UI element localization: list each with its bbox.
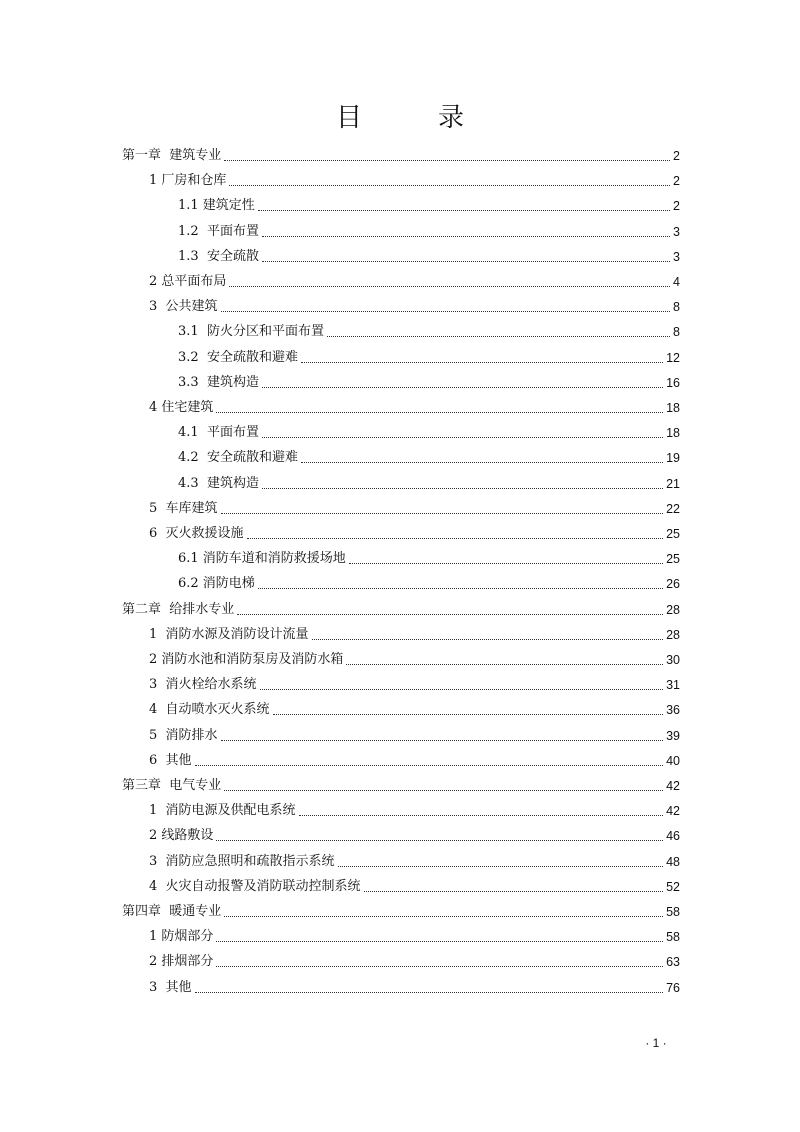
toc-entry-page: 39: [666, 728, 680, 743]
toc-entry-label: 5 车库建筑: [149, 500, 218, 516]
dot-leader: [349, 562, 663, 564]
dot-leader: [237, 613, 663, 615]
toc-entry[interactable]: [178, 216, 680, 240]
dot-leader: [258, 209, 670, 211]
dot-leader: [364, 890, 664, 892]
toc-entry-label: 3 消防应急照明和疏散指示系统: [149, 853, 335, 869]
dot-leader: [216, 411, 663, 413]
toc-entry-label: 3 其他: [149, 979, 192, 995]
toc-entry[interactable]: [178, 468, 680, 492]
toc-entry-label: 1.2 平面布置: [178, 223, 259, 239]
toc-entry-page: 3: [673, 249, 680, 264]
toc-entry-page: 58: [666, 930, 680, 945]
toc-entry-label: 4.2 安全疏散和避难: [178, 450, 298, 466]
toc-entry[interactable]: [178, 442, 680, 466]
toc-entry-label: 1 厂房和仓库: [149, 173, 227, 189]
toc-entry[interactable]: [149, 946, 680, 970]
toc-entry-page: 19: [666, 451, 680, 466]
dot-leader: [216, 965, 663, 967]
toc-entry-label: 2 排烟部分: [149, 954, 214, 970]
toc-entry-label: 第四章 暖通专业: [122, 904, 222, 919]
dot-leader: [224, 789, 663, 791]
toc-entry[interactable]: [149, 644, 680, 668]
toc-entry-page: 25: [666, 527, 680, 541]
dot-leader: [262, 260, 670, 262]
toc-entry-label: 第三章 电气专业: [122, 778, 222, 793]
toc-entry-page: 30: [666, 653, 680, 667]
toc-entry-page: 4: [673, 275, 680, 289]
dot-leader: [299, 814, 664, 816]
toc-entry-label: 3 公共建筑: [149, 299, 218, 315]
toc-entry-page: 8: [673, 300, 680, 315]
toc-entry-label: 4 住宅建筑: [149, 400, 214, 415]
toc-entry-label: 1 消防水源及消防设计流量: [149, 626, 309, 642]
dot-leader: [224, 915, 663, 917]
toc-entry[interactable]: [178, 190, 680, 214]
toc-entry-page: 3: [673, 224, 680, 239]
dot-leader: [195, 991, 664, 993]
dot-leader: [262, 235, 670, 237]
toc-entry-page: 26: [666, 577, 680, 592]
toc-entry[interactable]: [149, 921, 680, 945]
toc-entry-page: 16: [666, 375, 680, 390]
toc-entry-page: 63: [666, 955, 680, 970]
toc-entry-label: 1.3 安全疏散: [178, 248, 259, 264]
toc-entry[interactable]: [149, 846, 680, 870]
toc-entry[interactable]: [149, 619, 680, 643]
dot-leader: [312, 638, 664, 640]
dot-leader: [229, 184, 670, 186]
toc-entry[interactable]: [149, 493, 680, 517]
toc-entry-label: 1 消防电源及供配电系统: [149, 803, 296, 819]
toc-entry-label: 第一章 建筑专业: [122, 148, 222, 163]
toc-entry-page: 21: [666, 476, 680, 491]
toc-entry-label: 6 其他: [149, 752, 192, 768]
toc-entry-label: 6 灭火救援设施: [149, 526, 244, 541]
toc-entry-page: 36: [666, 703, 680, 718]
toc-entry[interactable]: [149, 266, 680, 290]
dot-leader: [273, 713, 664, 715]
dot-leader: [258, 587, 663, 589]
toc-entry-label: 3.3 建筑构造: [178, 374, 259, 390]
dot-leader: [195, 764, 664, 766]
toc-entry-label: 3 消火栓给水系统: [149, 677, 257, 693]
toc-entry[interactable]: [178, 568, 680, 592]
toc-entry-page: 42: [666, 779, 680, 793]
dot-leader: [346, 663, 663, 665]
toc-entry[interactable]: [149, 165, 680, 189]
toc-entry-page: 40: [666, 753, 680, 768]
toc-entry[interactable]: [178, 342, 680, 366]
page-number: · 1 ·: [645, 1036, 667, 1050]
toc-entry[interactable]: [149, 820, 680, 844]
toc-entry-page: 25: [666, 552, 680, 567]
toc-entry-label: 4 火灾自动报警及消防联动控制系统: [149, 878, 361, 894]
toc-entry-label: 4 自动喷水灭火系统: [149, 702, 270, 718]
toc-entry[interactable]: [122, 896, 680, 920]
toc-entry-page: 52: [666, 879, 680, 894]
toc-entry-page: 46: [666, 829, 680, 844]
dot-leader: [216, 940, 663, 942]
toc-entry-label: 1.1 建筑定性: [178, 198, 255, 214]
toc-entry[interactable]: [149, 518, 680, 542]
dot-leader: [221, 512, 664, 514]
toc-entry-page: 28: [666, 627, 680, 642]
toc-entry-label: 2 总平面布局: [149, 274, 227, 289]
dot-leader: [262, 436, 663, 438]
toc-entry-page: 48: [666, 854, 680, 869]
dot-leader: [221, 310, 671, 312]
dot-leader: [262, 386, 663, 388]
toc-entry-label: 4.1 平面布置: [178, 425, 259, 441]
toc-entry[interactable]: [149, 669, 680, 693]
toc-entry-label: 第二章 给排水专业: [122, 601, 235, 617]
toc-entry[interactable]: [178, 316, 680, 340]
toc-entry[interactable]: [178, 241, 680, 265]
toc-entry[interactable]: [178, 417, 680, 441]
toc-entry[interactable]: [149, 291, 680, 315]
toc-entry[interactable]: [122, 770, 680, 794]
toc-entry[interactable]: [178, 367, 680, 391]
toc-entry-page: 2: [673, 199, 680, 214]
toc-entry-label: 5 消防排水: [149, 727, 218, 743]
toc-entry-page: 18: [666, 401, 680, 415]
dot-leader: [221, 739, 664, 741]
toc-entry-label: 4.3 建筑构造: [178, 475, 259, 491]
toc-entry-page: 12: [666, 350, 680, 365]
page-title: 目录: [335, 103, 540, 133]
toc-entry-label: 6.1 消防车道和消防救援场地: [178, 551, 346, 567]
dot-leader: [224, 159, 670, 161]
toc-entry[interactable]: [122, 140, 680, 164]
toc-entry-page: 22: [666, 501, 680, 516]
toc-entry-label: 6.2 消防电梯: [178, 576, 255, 592]
toc-entry[interactable]: [149, 720, 680, 744]
toc-entry[interactable]: [149, 871, 680, 895]
dot-leader: [301, 461, 663, 463]
toc-entry-label: 3.2 安全疏散和避难: [178, 349, 298, 365]
dot-leader: [216, 839, 663, 841]
toc-entry[interactable]: [149, 972, 680, 996]
toc-entry[interactable]: [178, 543, 680, 567]
toc-entry[interactable]: [149, 745, 680, 769]
toc-entry[interactable]: [149, 694, 680, 718]
toc-entry-label: 3.1 防火分区和平面布置: [178, 324, 324, 340]
toc-entry-page: 8: [673, 325, 680, 340]
toc-entry-page: 2: [673, 149, 680, 163]
dot-leader: [327, 335, 670, 337]
toc-entry-page: 2: [673, 174, 680, 189]
toc-entry-page: 76: [666, 980, 680, 995]
toc-entry-page: 18: [666, 426, 680, 441]
toc-entry-label: 1 防烟部分: [149, 929, 214, 945]
toc-entry-page: 28: [666, 602, 680, 617]
toc-entry-page: 42: [666, 804, 680, 819]
toc-entry-label: 2 线路敷设: [149, 828, 214, 844]
toc-entry-page: 31: [666, 678, 680, 693]
toc-entry[interactable]: [149, 392, 680, 416]
toc-entry[interactable]: [149, 795, 680, 819]
dot-leader: [260, 688, 664, 690]
dot-leader: [229, 285, 670, 287]
dot-leader: [338, 865, 664, 867]
toc-entry-page: 58: [666, 905, 680, 919]
dot-leader: [301, 361, 663, 363]
dot-leader: [262, 487, 663, 489]
dot-leader: [247, 537, 664, 539]
toc-entry-label: 2 消防水池和消防泵房及消防水箱: [149, 652, 344, 667]
toc-entry[interactable]: [122, 594, 680, 618]
